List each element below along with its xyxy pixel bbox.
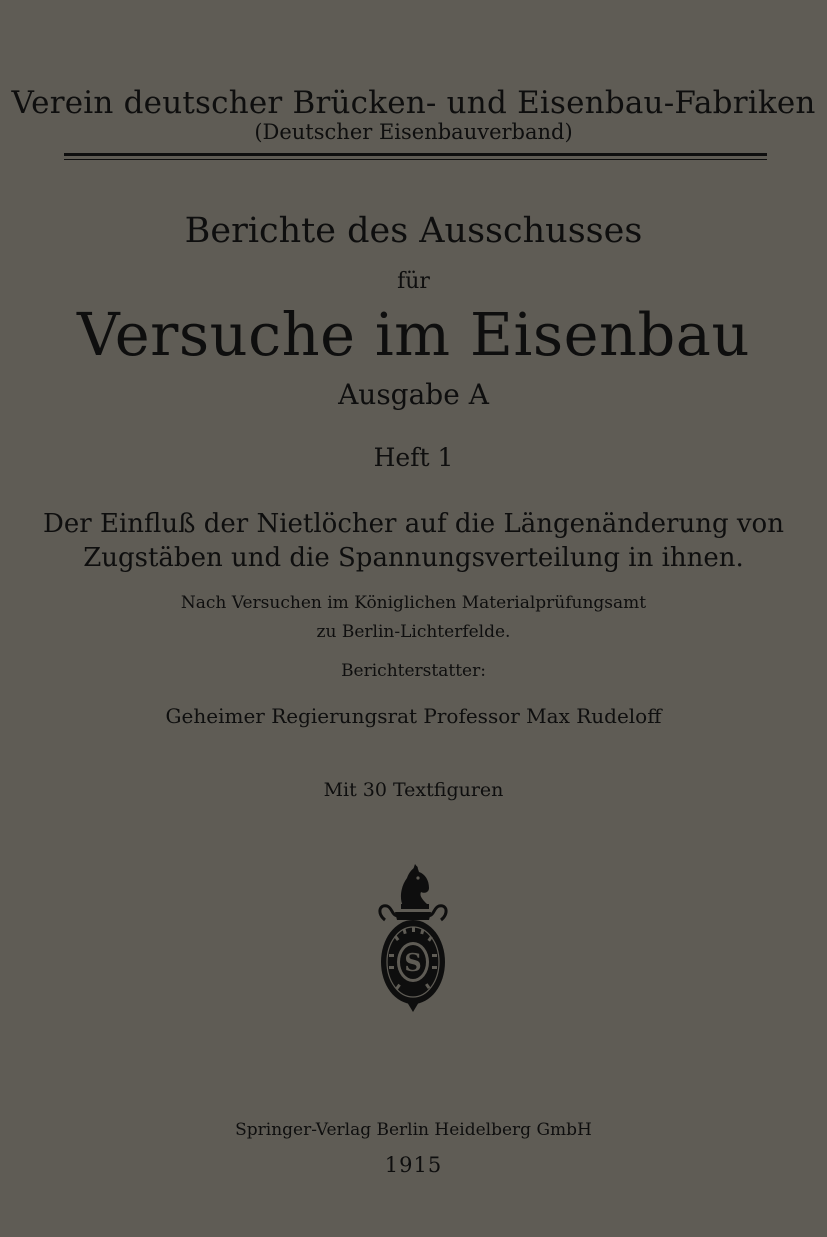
basis-line-2: zu Berlin-Lichterfelde. bbox=[316, 622, 511, 642]
reporter-label: Berichterstatter: bbox=[341, 661, 486, 681]
subject-title-line-1: Der Einfluß der Nietlöcher auf die Längenänderung von bbox=[43, 509, 784, 539]
publisher-name: Verein deutscher Brücken- und Eisenbau-Fabriken bbox=[11, 85, 816, 121]
issue-label: Heft 1 bbox=[373, 443, 454, 472]
svg-text:S: S bbox=[404, 948, 422, 977]
subject-title-line-2: Zugstäben und die Spannungsverteilung in ihnen. bbox=[83, 543, 744, 573]
publisher-subtitle: (Deutscher Eisenbauverband) bbox=[254, 120, 573, 144]
reporter-name: Geheimer Regierungsrat Professor Max Rudeloff bbox=[165, 704, 662, 728]
main-title: Versuche im Eisenbau bbox=[77, 300, 750, 369]
header-rule-thick bbox=[64, 153, 767, 156]
publication-year: 1915 bbox=[384, 1153, 443, 1177]
figures-note: Mit 30 Textfiguren bbox=[323, 779, 504, 801]
springer-horse-head-emblem-icon bbox=[373, 862, 453, 1012]
publisher-imprint: Springer-Verlag Berlin Heidelberg GmbH bbox=[235, 1120, 592, 1140]
header-rule-thin bbox=[64, 159, 767, 160]
title-connector: für bbox=[397, 269, 430, 294]
basis-line-1: Nach Versuchen im Königlichen Materialprüfungsamt bbox=[180, 593, 647, 613]
series-title: Berichte des Ausschusses bbox=[184, 211, 643, 251]
edition-label: Ausgabe A bbox=[338, 378, 489, 411]
